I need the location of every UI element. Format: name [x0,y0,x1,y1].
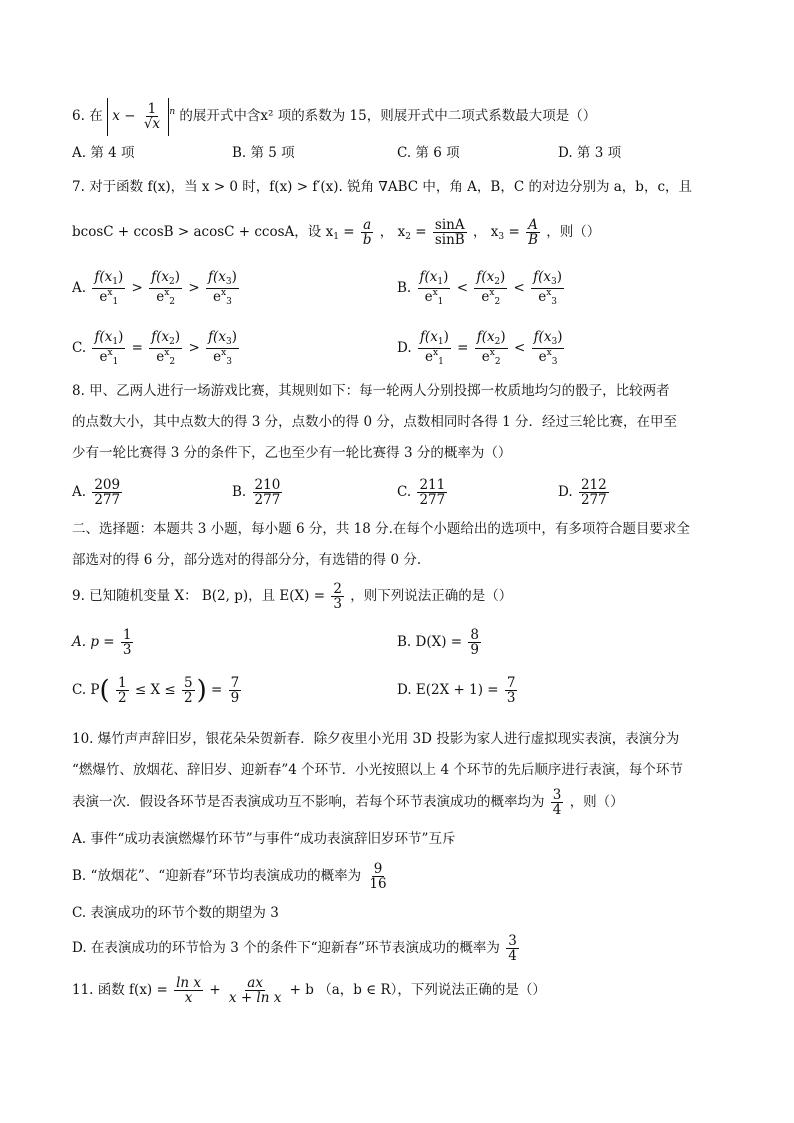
frac-den: 9 [470,642,479,658]
fraction [174,976,203,1005]
exp-sub: 1 [438,356,444,367]
fraction [121,628,134,657]
exp-sub: 2 [169,356,176,367]
term [206,330,239,367]
sub: 2 [494,337,501,348]
frac-num: A [528,216,538,233]
op: = [131,340,143,356]
exp: x [432,287,438,298]
frac-den: 2 [183,690,193,706]
f-x: f(x [94,269,113,286]
frac-den: 2 [117,690,127,706]
q8-line2: 的点数大小，其中点数大的得 3 分，点数小的得 0 分，点数相同时各得 1 分．经过三轮比赛，在甲至 [72,414,678,430]
q9-b-text: B. D(X) = [397,634,467,650]
q6-minus: − [124,108,136,124]
paren: ) [174,329,181,346]
q6-option-b: B. 第 5 项 [232,145,295,161]
frac-den: x [184,990,193,1006]
paren: ) [117,269,124,286]
paren-open: ( [99,675,110,706]
sub: 2 [169,277,175,288]
frac-den: 3 [122,642,132,658]
q6-number: 6. [72,108,85,124]
f-x: f(x [476,329,495,346]
paren: ) [557,329,563,346]
frac-den: 16 [369,876,387,892]
q10-b-text: B. “放烟花”、“迎新春”环节均表演成功的概率为 [72,868,362,884]
e: e [156,288,165,305]
question-11 [72,970,728,1010]
frac-num: ln x [176,974,202,991]
f-x: f(x [207,269,226,286]
question-9 [72,576,728,616]
f-x: f(x [476,269,495,286]
frac-num: 9 [373,860,383,877]
frac-num: 211 [419,476,446,493]
f-x: f(x [151,269,170,286]
option-label: D. [397,340,412,356]
q7-x3-frac [526,218,540,247]
e: e [213,348,222,365]
q7-option-c [72,328,241,368]
e: e [213,288,222,305]
e: e [538,348,547,365]
f-x: f(x [533,329,552,346]
q11-plus: + [209,982,225,998]
q6-exponent: n [169,107,176,117]
fraction [227,976,283,1005]
q8-option-c [397,472,449,512]
q7-line2 [72,212,728,252]
q6-option-c: C. 第 6 项 [397,145,460,161]
frac-num: 8 [470,626,479,643]
fraction [182,676,195,705]
sub: 3 [225,337,232,348]
sub: 2 [494,277,500,288]
abs-bar-left [107,98,108,136]
frac-den: 4 [552,802,562,818]
q7-line1 [72,174,728,200]
sub: 3 [225,277,232,288]
q7-number: 7. [72,179,85,195]
exp-sub: 3 [551,296,557,307]
q7-line1-text: 对于函数 f(x)，当 x > 0 时，f(x) > f′(x). 锐角 ∇ABC 中，角 A，B，C 的对边分别为 a，b，c，且 [89,179,693,195]
f-x: f(x [208,329,226,346]
option-label: D. [558,484,573,500]
q10-option-a: A. 事件“成功表演燃爆竹环节”与事件“成功表演辞旧岁环节”互斥 [72,831,456,847]
exp: x [546,287,552,298]
q7-line2-text: bcosC + ccosB > acosC + ccosA，设 x [72,224,334,240]
frac-den: 277 [580,492,607,508]
fraction [505,676,518,705]
fraction [417,478,447,507]
q8-option-b [232,472,284,512]
q7-x2-sub: 2 [405,232,411,242]
frac-num: 7 [230,674,240,691]
frac-num: ax [247,974,263,991]
fraction [506,934,519,963]
exp-sub: 3 [551,356,558,367]
q9-a-text: A. p = [72,634,119,650]
frac-den: 3 [333,596,342,612]
fraction [229,676,242,705]
paren: ) [231,269,237,286]
exp-sub: 3 [226,296,232,307]
exp-sub: 2 [494,356,501,367]
q8-line1: 8. 甲、乙两人进行一场游戏比赛，其规则如下：每一轮两人分别投掷一枚质地均匀的骰子，比较两者 [72,383,670,399]
sub: 1 [437,277,444,288]
q7-option-d [397,328,566,368]
paren: ) [231,329,237,346]
exp-sub: 3 [226,356,232,367]
term [474,270,507,307]
fraction [579,478,609,507]
op: > [188,280,200,296]
q9-pre: 9. 已知随机变量 X： B(2, p)，且 E(X) = [72,588,330,604]
term [149,330,182,367]
option-label: C. [72,340,87,356]
frac-den: 277 [419,492,446,508]
q10-line3 [72,782,728,822]
q6-frac-den: √x [143,116,161,132]
q10-d-text: D. 在表演成功的环节恰为 3 个的条件下“迎新春”环节表演成功的概率为 [72,940,500,956]
term [206,270,239,307]
frac-num: 210 [254,476,281,493]
fraction [367,862,388,891]
e: e [481,348,490,365]
frac-num: 2 [333,580,342,597]
f-x: f(x [533,269,552,286]
q10-line2: “燃爆竹、放烟花、辞旧岁、迎新春”4 个环节．小光按照以上 4 个环节的先后顺序进行表演，每个环节 [72,762,683,778]
frac-num: 209 [94,476,121,493]
frac-den: 4 [508,948,517,964]
frac-den: b [362,232,372,248]
frac-num: 7 [506,674,516,691]
exp: x [107,287,113,298]
q7-option-a [72,268,241,308]
term [418,330,451,367]
exp: x [432,347,439,358]
frac-den: 277 [94,492,121,508]
frac-den: 277 [254,492,281,508]
frac-num: 5 [183,674,193,691]
sub: 3 [551,277,557,288]
q7-eq3: = [504,224,525,240]
exp: x [546,347,552,358]
q8-option-a [72,472,124,512]
q9-d-text: D. E(2X + 1) = [397,682,503,698]
q10-line3-tail: ，则（） [569,794,624,810]
op: < [513,340,526,356]
exp: x [489,287,495,298]
sub: 2 [169,337,175,348]
exp: x [164,347,170,358]
question-6 [72,92,728,132]
sub: 1 [112,337,119,348]
frac-num: 3 [552,786,562,803]
sub: 1 [112,277,118,288]
frac-num: 212 [580,476,607,493]
frac-den: 9 [230,690,240,706]
fraction [92,478,122,507]
e: e [481,288,490,305]
term [532,330,565,367]
term [475,330,508,367]
term [531,270,564,307]
q6-option-a: A. 第 4 项 [72,145,135,161]
q7-x2-frac [433,218,467,247]
q7-x1-frac [361,218,374,247]
op: < [456,280,469,296]
frac-num: 1 [117,674,127,691]
op: > [131,280,143,296]
q9-option-d [397,668,519,712]
op: > [188,340,200,356]
exp: x [489,347,495,358]
frac-num: 3 [508,932,517,949]
option-label: A. [72,280,87,296]
option-label: B. [397,280,412,296]
frac-num: a [363,216,372,233]
term [92,330,125,367]
f-x: f(x [419,329,438,346]
frac-num: sinA [434,216,465,233]
q6-option-d: D. 第 3 项 [558,145,622,161]
q6-x: x [112,108,120,124]
q9-option-b [397,622,483,662]
q10-option-b [72,856,728,896]
q7-x3-sub: 3 [498,232,505,242]
paren-close: ) [196,675,207,706]
op: = [457,340,469,356]
sub: 1 [437,337,444,348]
q9-option-a [72,622,135,662]
q7-eq1: = [338,224,359,240]
q7-option-b [397,268,566,308]
frac-den: 3 [506,690,516,706]
exp-sub: 1 [437,296,444,307]
e: e [99,288,108,305]
fraction [551,788,564,817]
paren: ) [118,329,124,346]
paren: ) [500,329,506,346]
f-x: f(x [419,269,438,286]
exp-sub: 1 [112,296,119,307]
q6-frac-num: 1 [147,100,157,117]
q6-pre: 在 [89,108,103,124]
section-2-line2: 部选对的得 6 分，部分选对的得部分分，有选错的得 0 分. [72,552,422,568]
q10-line3-text: 表演一次．假设各环节是否表演成功互不影响，若每个环节表演成功的概率均为 [72,794,545,810]
q9-c-text: C. P [72,682,100,698]
q8-option-d [558,472,611,512]
term [418,270,451,307]
fraction [253,478,283,507]
q11-post: + b （a，b ∈ R），下列说法正确的是（） [289,982,546,998]
option-label: C. [397,484,412,500]
paren: ) [443,329,449,346]
term [149,270,182,307]
q9-option-c [72,668,243,712]
fraction [116,676,129,705]
e: e [538,288,547,305]
fraction [331,582,344,611]
q7-x2-label: ， x [379,224,406,240]
option-label: B. [232,484,247,500]
q7-x3-label: ， x [473,224,499,240]
q11-pre: 11. 函数 f(x) = [72,982,173,998]
fraction [468,628,481,657]
paren: ) [556,269,563,286]
frac-den: sinB [434,232,465,248]
exp-sub: 2 [169,296,176,307]
option-label: A. [72,484,87,500]
e: e [424,348,433,365]
e: e [424,288,433,305]
sub: 3 [551,337,558,348]
q7-x1-sub: 1 [333,232,339,242]
paren: ) [499,269,506,286]
exp-sub: 2 [494,296,501,307]
q6-fraction [142,102,162,131]
exp: x [107,347,113,358]
f-x: f(x [94,329,113,346]
exp: x [221,287,227,298]
paren: ) [443,269,449,286]
q6-text: 的展开式中含x² 项的系数为 15，则展开式中二项式系数最大项是（） [179,108,597,124]
e: e [99,348,108,365]
term [92,270,125,307]
frac-den: x + ln x [228,990,282,1006]
op: < [513,280,525,296]
exp-sub: 1 [112,356,119,367]
q10-option-d [72,928,728,968]
q8-line3: 少有一轮比赛得 3 分的条件下，乙也至少有一轮比赛得 3 分的概率为（） [72,445,512,461]
q10-option-c: C. 表演成功的环节个数的期望为 3 [72,905,279,921]
f-x: f(x [151,329,170,346]
q10-line1: 10. 爆竹声声辞旧岁，银花朵朵贺新春．除夕夜里小光用 3D 投影为家人进行虚拟现实表演，表演分为 [72,731,680,747]
frac-den: B [528,232,538,248]
q9-c-mid: ≤ X ≤ [134,682,180,698]
q9-c-eq: = [211,682,227,698]
section-2-line1: 二、选择题：本题共 3 小题，每小题 6 分，共 18 分.在每个小题给出的选项中，有多项符合题目要求全 [72,521,690,537]
exp: x [164,287,170,298]
frac-num: 1 [122,626,132,643]
paren: ) [174,269,181,286]
exp: x [221,347,227,358]
q9-post: ，则下列说法正确的是（） [350,588,513,604]
q7-tail: ，则（） [546,224,601,240]
q7-eq2: = [410,224,431,240]
e: e [156,348,165,365]
